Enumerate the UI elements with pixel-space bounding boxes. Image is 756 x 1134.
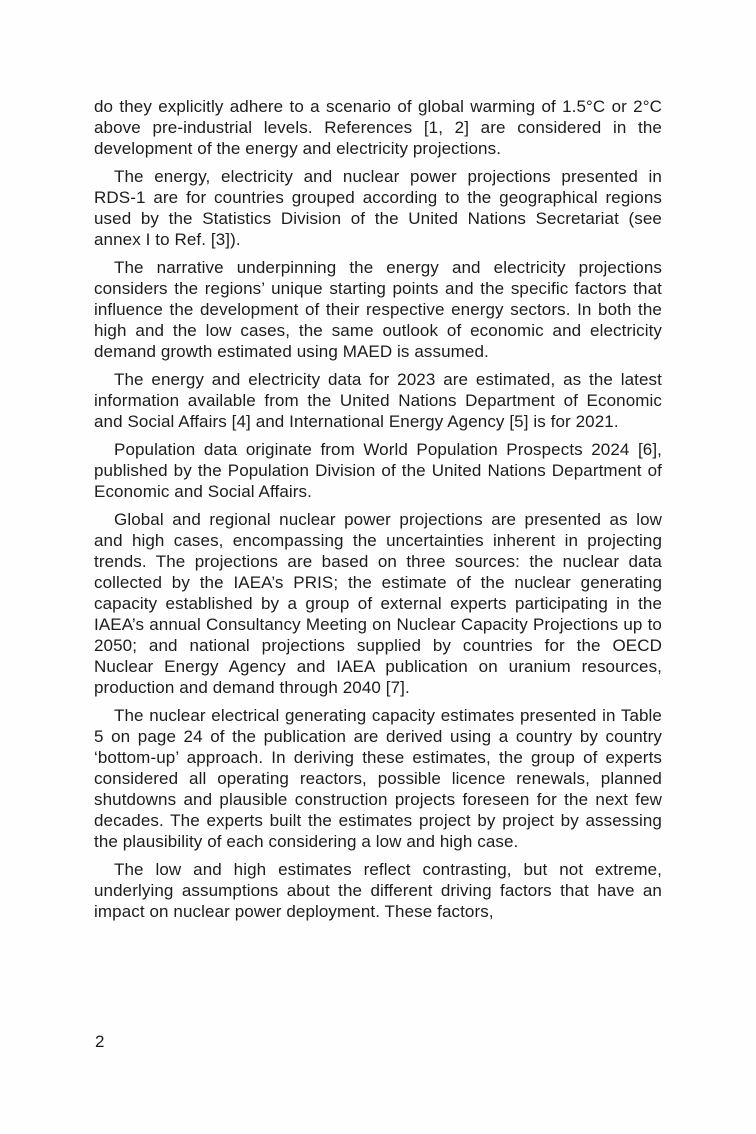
paragraph-data-2023: The energy and electricity data for 2023 are estimated, as the latest information available from the United Nations Department of Economic and Social Affairs [4] and International Energy Agency [5] is for 2021.: [94, 370, 662, 431]
paragraph-capacity-estimates: The nuclear electrical generating capacity estimates presented in Table 5 on page 24 of the publication are derived using a country by country ‘bottom-up’ approach. In deriving these estimates, the group of experts considered all operating reactors, possible licence renewals, planned shutdowns and plausible construction projects foreseen for the next few decades. The experts built the estimates project by project by assessing the plausibility of each considering a low and high case.: [94, 706, 662, 851]
body-text: [94, 96, 662, 929]
paragraph-continuation: do they explicitly adhere to a scenario of global warming of 1.5°C or 2°C above pre-industrial levels. References [1, 2] are considered in the development of the energy and electricity projections.: [94, 97, 662, 158]
paragraph-low-high-estimates: The low and high estimates reflect contrasting, but not extreme, underlying assumptions about the different driving factors that have an impact on nuclear power deployment. These factors,: [94, 860, 662, 921]
paragraph-projection-sources: Global and regional nuclear power projections are presented as low and high cases, encompassing the uncertainties inherent in projecting trends. The projections are based on three sources: the nuclear data collected by the IAEA’s PRIS; the estimate of the nuclear generating capacity established by a group of external experts participating in the IAEA’s annual Consultancy Meeting on Nuclear Capacity Projections up to 2050; and national projections supplied by countries for the OECD Nuclear Energy Agency and IAEA publication on uranium resources, production and demand through 2040 [7].: [94, 510, 662, 697]
paragraph-narrative: The narrative underpinning the energy and electricity projections considers the regions’ unique starting points and the specific factors that influence the development of their respective energy sectors. In both the high and the low cases, the same outlook of economic and electricity demand growth estimated using MAED is assumed.: [94, 258, 662, 361]
paragraph-population: Population data originate from World Population Prospects 2024 [6], published by the Population Division of the United Nations Department of Economic and Social Affairs.: [94, 440, 662, 501]
paragraph-regions: The energy, electricity and nuclear power projections presented in RDS-1 are for countries grouped according to the geographical regions used by the Statistics Division of the United Nations Secretariat (see annex I to Ref. [3]).: [94, 167, 662, 249]
page-number: 2: [95, 1032, 105, 1051]
